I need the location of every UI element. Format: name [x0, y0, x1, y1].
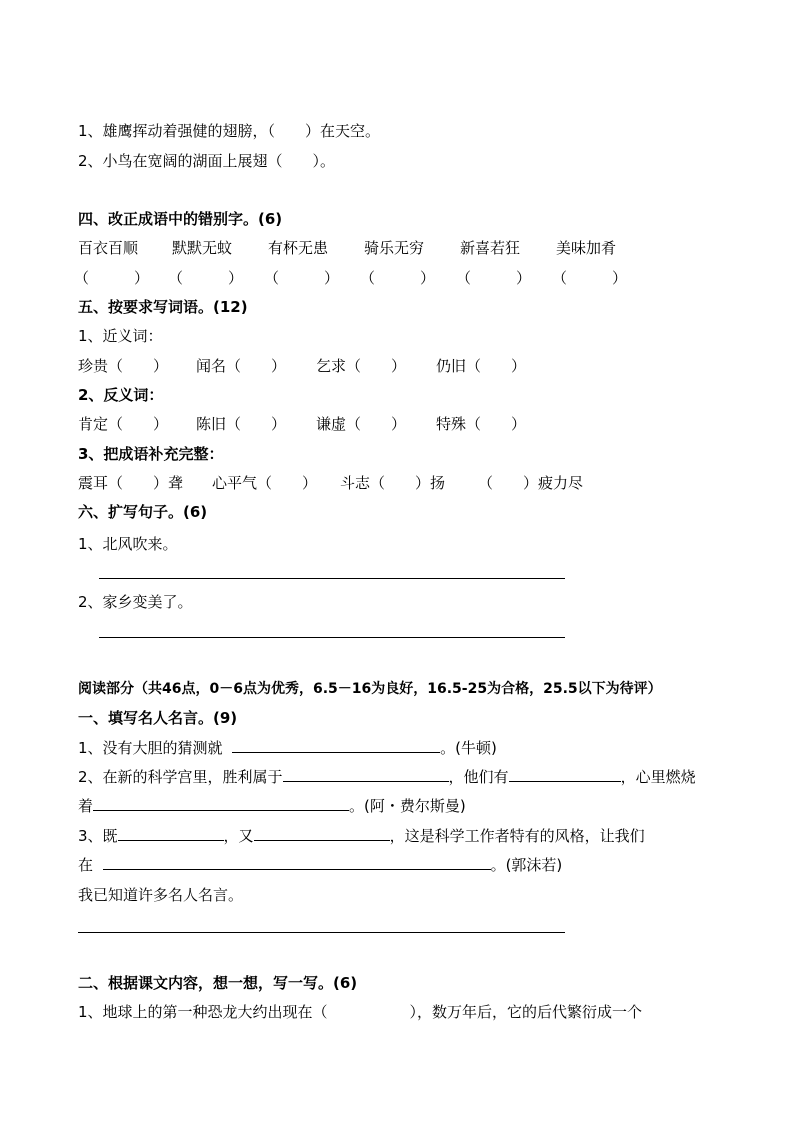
question-line: 1、北风吹来。	[78, 535, 178, 553]
question-line: 2、小鸟在宽阔的湖面上展翅（ ）。	[78, 152, 336, 170]
section-title: 一、填写名人名言。(9)	[78, 709, 238, 727]
word-item: 特殊（ ）	[436, 415, 527, 433]
question-text: ），数万年后，它的后代繁衍成一个	[409, 1003, 643, 1021]
word-item: 肯定（ ）	[78, 415, 169, 433]
quote-text: 2、在新的科学宫里，胜利属于	[78, 768, 283, 786]
answer-blank[interactable]: （ ）	[74, 269, 150, 287]
quote-line	[78, 767, 696, 787]
idiom: 骑乐无穷	[364, 239, 425, 257]
fill-blank[interactable]	[232, 738, 440, 753]
word-item: （ ）疲力尽	[478, 474, 584, 492]
quote-line	[78, 738, 497, 758]
quote-source: 。(阿・费尔斯曼)	[349, 797, 466, 815]
answer-blank[interactable]: （ ）	[360, 269, 436, 287]
word-item: 震耳（ ）聋	[78, 474, 184, 492]
quote-line	[78, 826, 645, 846]
fill-blank[interactable]	[93, 796, 349, 811]
fill-blank[interactable]	[509, 767, 621, 782]
answer-blank[interactable]: （ ）	[168, 269, 244, 287]
answer-line[interactable]	[99, 578, 565, 579]
quote-line	[78, 855, 562, 875]
quote-text: ，又	[223, 827, 254, 845]
quote-text: 着	[78, 797, 94, 815]
quote-source: 。(牛顿)	[440, 739, 497, 757]
fill-blank[interactable]	[254, 826, 390, 841]
answer-line[interactable]	[99, 637, 565, 638]
subsection-label: 3、把成语补充完整：	[78, 445, 224, 463]
question-line: 1、雄鹰挥动着强健的翅膀，（ ）在天空。	[78, 122, 381, 140]
question-line	[78, 1002, 642, 1022]
answer-line[interactable]	[78, 932, 565, 933]
subsection-label: 2、反义词：	[78, 386, 164, 404]
word-item: 谦虚（ ）	[316, 415, 407, 433]
question-line: 我已知道许多名人名言。	[78, 886, 244, 904]
word-item: 心平气（ ）	[212, 474, 318, 492]
section-title: 四、改正成语中的错别字。(6)	[78, 210, 283, 228]
fill-blank[interactable]	[103, 855, 491, 870]
idiom: 美味加肴	[556, 239, 617, 257]
answer-blank[interactable]: （ ）	[456, 269, 532, 287]
idiom: 新喜若狂	[460, 239, 521, 257]
reading-header: 阅读部分（共46点，0－6点为优秀，6.5－16为良好，16.5-25为合格，25.5以下为待评）	[78, 681, 662, 697]
quote-text: 3、既	[78, 827, 118, 845]
fill-blank[interactable]	[118, 826, 224, 841]
word-item: 珍贵（ ）	[78, 357, 169, 375]
word-item: 陈旧（ ）	[196, 415, 287, 433]
idiom: 默默无蚊	[172, 239, 233, 257]
quote-text: ，心里燃烧	[620, 768, 696, 786]
quote-text: 1、没有大胆的猜测就	[78, 739, 223, 757]
section-title: 五、按要求写词语。(12)	[78, 298, 248, 316]
word-item: 仍旧（ ）	[436, 357, 527, 375]
quote-text: ，这是科学工作者特有的风格，让我们	[389, 827, 645, 845]
quote-source: 。(郭沫若)	[490, 856, 563, 874]
word-item: 乞求（ ）	[316, 357, 407, 375]
answer-blank[interactable]: （ ）	[552, 269, 628, 287]
quote-line	[78, 796, 466, 816]
section-title: 二、根据课文内容，想一想，写一写。(6)	[78, 974, 358, 992]
fill-blank[interactable]	[283, 767, 449, 782]
word-item: 闻名（ ）	[196, 357, 287, 375]
word-item: 斗志（ ）扬	[340, 474, 446, 492]
quote-text: ，他们有	[448, 768, 509, 786]
idiom: 有杯无患	[268, 239, 329, 257]
idiom: 百衣百顺	[78, 239, 139, 257]
section-title: 六、扩写句子。(6)	[78, 503, 208, 521]
question-line: 2、家乡变美了。	[78, 593, 193, 611]
answer-blank[interactable]: （ ）	[264, 269, 340, 287]
question-text: 1、地球上的第一种恐龙大约出现在（	[78, 1003, 328, 1021]
quote-text: 在	[78, 856, 94, 874]
subsection-label: 1、近义词：	[78, 327, 163, 345]
